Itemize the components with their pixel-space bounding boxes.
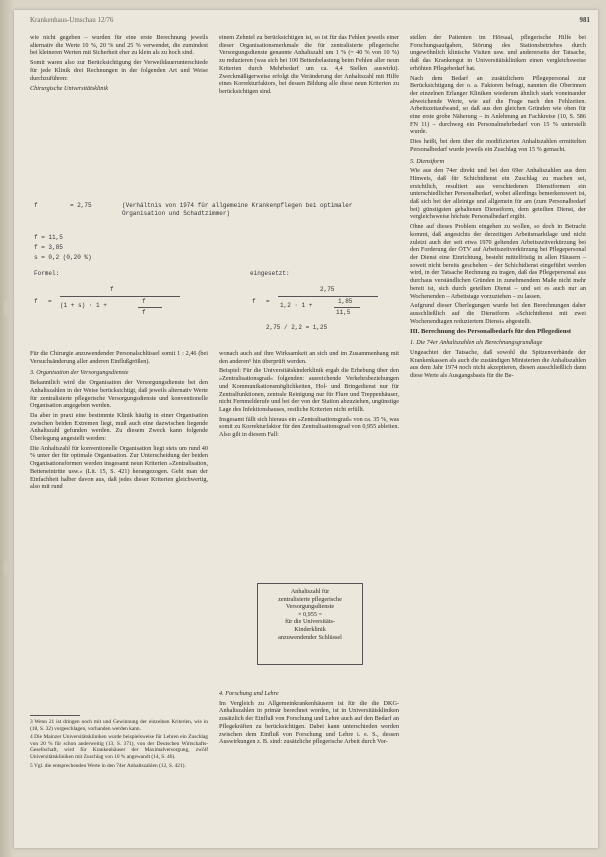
paragraph: einem Zehntel zu berücksichtigen ist, so ist für das Fehlen jeweils einer dieser Organisationsmerkmale die für zentralisierte pflegerische Versorgungsdienste genannte Anhaltszahl um 1 % (= 40 % von 10 %) zu reduzieren (was sich bei 100 Bettenbelastung beim Fehlen aller neun Kriterien durch Mehrbedarf um ca. 4,4 Stellen auswirkt). Zweckmäßigerweise erfolgt die Veränderung der Anhaltszahl mit Hilfe eines Korrekturfaktors, bei dessen Bildung alle diese neun Kriterien zu berücksichtigen sind. (219, 34, 399, 95)
fraction-bar (60, 296, 180, 297)
paragraph: Da aber in praxi eine bestimmte Klinik häufig in einer Organisation zwischen beiden Extremen liegt, muß auch eine dazwischen liegende Anhaltszahl gefunden werden. Zu diesem Zweck kann folgende Überlegung angestellt werden: (30, 411, 208, 443)
paragraph: Ungeachtet der Tatsache, daß sowohl die Spitzenverbände der Krankenkassen als auch die zuständigen Ministerien die Anhaltszahlen aus dem Jahr 1974 noch nicht akzeptieren, diesen ausschließlich dann diese Werte als Ausgangsbasis für die Be- (410, 349, 586, 380)
paragraph: Bekanntlich wird die Organisation der Versorgungsdienste bei den Anhaltszahlen in der Weise berücksichtigt, daß jeweils alternativ Werte für zentralisierte pflegerische Versorgungsdienste und konventionelle Organisation angegeben werden. (30, 379, 208, 410)
box-line: anzuwendender Schlüssel (278, 633, 342, 641)
substituted-inner-denominator: 11,5 (336, 309, 351, 316)
footnote: 4 Die Mainzer Universitätskliniken wurde beispielsweise für Lehren ein Zuschlag von 20 % für schon anderweitig (13, S. 371), von der Deutschen Wirtschafts-Gesellschaft, wird für Krankenhäuser der Maximalversorgung, zwölf Universitätskliniken mit Zuschlag von 10 % angewandt (14, S. 46). (30, 734, 208, 760)
box-line: Kinderklinik (294, 625, 326, 633)
box-line: Anhaltszahl für (290, 588, 330, 595)
paragraph: Ohne auf dieses Problem eingehen zu wollen, so doch in Betracht kommt, daß angesichts der derzeitigen Arbeitsmarktlage und nicht zuletzt auch der seit etwa 1970 geltenden Arbeitszeitverkürzung bei den Forderung der ÖTV auf Arbeitszeitverkürzung bei Pflegepersonal der Dienst eine Einrichtung, besteht mittelfristig in allen Häusern – soweit nicht bereits geschehen – der Schichtdienst eingeführt werden wird, in der Tatsache Rechnung zu tragen, daß das Pflegepersonal aus durchaus verständlichen Gründen in zunehmendem Maße nicht mehr bereit ist, sich durch geteilten Dienst – und sei es auch nur an Wochenenden – Arbeitstage vorzuziehen – zu lassen. (410, 223, 586, 300)
punch-hole (4, 560, 10, 576)
formula-label: Formel: (34, 270, 60, 277)
column-2-top (219, 34, 399, 98)
column-1-top (30, 34, 208, 95)
footnote: 5 Vgl. die entsprechenden Werte in den 74er Anhaltszahlen (12, S. 421). (30, 762, 186, 769)
section-heading: 3. Organisation der Versorgungsdienste (30, 369, 129, 377)
substituted-lhs: f (252, 298, 256, 305)
section-heading: 5. Dienstform (410, 157, 445, 165)
running-title: Krankenhaus-Umschau 12/76 (30, 16, 114, 24)
punch-hole (4, 300, 10, 316)
substituted-denominator: 1,2 · 1 + (280, 302, 313, 309)
paragraph: Wie aus den 74er direkt und bei den 69er Anhaltszahlen aus dem Hinweis, daß für Schichtdienst ein Zuschlag zu machen sei, ersichtlich, resultiert aus verschiedenen Dienstformen ein unterschiedlicher Personalbedarf, wobei allerdings bemerkenswert ist, daß sich bei der alleinige und allgemein für am (zum Personalbedarf bei) günstigsten gehaltenen Dienstform, dem geteilten Dienst, der vergleichsweise höchste Personalbedarf ergibt. (410, 167, 586, 221)
chapter-heading: III. Berechnung des Personalbedarfs für den Pflegedienst (410, 328, 572, 336)
section-heading: 4. Forschung und Lehre (219, 690, 279, 697)
subsection-heading: 1. Die 74er Anhaltszahlen als Berechnungsgrundlage (410, 339, 543, 347)
footnotes (30, 719, 208, 771)
formula-row: f = 3,85 (34, 244, 63, 251)
substituted-inner-numerator: 1,85 (338, 298, 353, 305)
paragraph: Für die Chirurgie anzuwendender Personalschlüssel somit 1 : 2,46 (bei Versuchsänderung aller anderen Einflußgrößen). (30, 350, 208, 365)
column-2-body (219, 350, 399, 441)
fraction-bar (278, 296, 378, 297)
box-line: für die Universitäts- (285, 618, 335, 626)
paragraph: Dies heißt, bei dem über die modifizierten Anhaltszahlen ermittelten Personalbedarf wurde jeweils ein Zuschlag von 15 % gemacht. (410, 138, 586, 153)
box-line: zentralisierte pflegerische (278, 595, 342, 603)
formula-block (30, 198, 400, 348)
formula-lhs: f (34, 202, 38, 209)
box-line: Versorgungsdienste (285, 603, 335, 611)
example-heading: Chirurgische Universitätsklinik (30, 85, 108, 93)
paragraph: wie nicht gegeben – wurden für eine erste Berechnung jeweils alternativ die Werte 10 %, 20 % und 25 % verwendet, die zumindest bei kleineren Werten mit Sicherheit eher zu klein als zu hoch sind. (30, 34, 208, 57)
substituted-result: 2,75 / 2,2 = 1,25 (266, 324, 328, 331)
paragraph: Beispiel: Für die Universitätskinderklinik ergab die Erhebung über den »Zentralisationsgrad« folgenden: ausreichende Verkehrsbeziehungen und Kommunikationsmöglichkeiten, Hol- und Bringedienst nur für Zentralfunktionen, zentrale Reinigung nur für Flure und Treppenhäuser, nicht Fernmelderufe und bei der von der Station abzuziehen, ungünstige Lage des Infektionshauses, restliche Kriterien nicht erfüllt. (219, 367, 399, 413)
equals-sign: = (266, 298, 270, 305)
paragraph: Somit waren also zur Berücksichtigung der Verweildauerunterschiede für jede Klinik drei Rechnungen in der folgenden Art und Weise durchzuführen: (30, 59, 208, 82)
inner-fraction-numerator: f (142, 298, 146, 305)
result-box (257, 583, 363, 665)
inner-fraction-denominator: f (142, 309, 146, 316)
paragraph: Die Anhaltszahl für konventionelle Organisation liegt stets um rund 40 % unter der für optimale Organisation. Zur Unterscheidung der beiden Organisationsformen werden insgesamt neun Kriterien »Zentralisation, Betteneintritte usw.« (Lit. 15, S. 421) herangezogen. Geht man der Einfachheit halber davon aus, daß jedes dieser Kriterien gleichwertig, also mit rund (30, 444, 208, 491)
footnote-separator (30, 715, 80, 716)
equals-sign: = (48, 298, 52, 305)
paragraph: Im Vergleich zu Allgemeinkrankenhäusern ist für die die DKG-Anhaltszahlen in primär berechnet worden, ist in Universitätskliniken zusätzlich der Einfluß von Forschung und Lehre auch auf den Bedarf an Pflegekräften zu berücksichtigen. Dabei kann unterschieden werden zwischen dem Einfluß von Forschung und Lehre i. e. S., dessen Auswirkungen z. B. sind: zusätzliche pflegerische Arbeit durch Vor- (219, 699, 399, 746)
document-page (14, 10, 598, 848)
column-1-body (30, 350, 208, 493)
formula-denominator: (1 + s) · 1 + (60, 302, 107, 309)
binding-edge (0, 0, 14, 857)
paragraph: Aufgrund dieser Überlegungen wurde bei den Berechnungen daher ausschließlich auf die Dienstform »Schichtdienst mit zwei Wochenendtagen reduziertem Dienst« abgestellt. (410, 302, 586, 325)
footnote: 3 Wenn 21 ist dringen noch mit und Gewinnung der einzelnen Kriterien, wie in (18, S. 32) vorgeschlagen, vorhanden werden kann. (30, 719, 208, 732)
page-number: 981 (579, 16, 590, 24)
paragraph: Insgesamt fällt sich hieraus ein »Zentralisationsgrad« von ca. 35 %, was somit zu Korrekturfaktor für den Zentralisationsgrad von 0,955 ableiten. Also gilt in diesem Fall: (219, 415, 399, 439)
paragraph: Nach dem Bedarf an zusätzlichem Pflegepersonal zur Berücksichtigung der o. a. Faktoren befragt, nannten die Oberinnen der einzelnen Erlanger Kliniken wiederum ähnlich stark voneinander abweichende Werte, wie auf die Frage nach den Fehlzeiten. Arbeitszeitaufwand, so daß aus den gleichen Gründen wie oben für eine erste grobe Näherung – in Anlehnung an Fachkreise (10, S. 586 FN 11) – durchweg ein Personalmehrbedarf von 15 % unterstellt wurde. (410, 74, 586, 136)
substituted-label: eingesetzt: (250, 270, 290, 277)
formula-value: = 2,75 (70, 202, 92, 209)
box-line: × 0,955 = (298, 610, 322, 618)
formula-numerator: f (110, 286, 114, 293)
formula-row: s = 0,2 (0,20 %) (34, 254, 92, 261)
paragraph: wonach auch auf ihre Wirksamkeit an sich und im Zusammenhang mit den anderen⁵ hin überprüft werden. (219, 350, 399, 365)
paragraph: stellen der Patienten im Hörsaal, pflegerische Hilfe bei Forschungsaufgaben, Störung des Stationsbetriebes durch ungewöhnlich klinische Visiten usw. und andererseits der Tatsache, daß das Krankengut in Universitätskliniken einen vergleichsweise erhöhten Pflegebedarf hat. (410, 34, 586, 72)
formula-description: (Verhältnis von 1974 für allgemeine Krankenpflegen bei optimaler Organisation und Schadtzimmer) (122, 202, 353, 217)
formula-row: f = 11,5 (34, 234, 63, 241)
column-2-section-4 (219, 690, 399, 748)
substituted-numerator: 2,75 (320, 286, 335, 293)
running-header (30, 16, 590, 28)
column-3 (410, 34, 586, 382)
inner-fraction-bar (334, 307, 360, 308)
formula-lhs: f (34, 298, 38, 305)
inner-fraction-bar (138, 307, 162, 308)
